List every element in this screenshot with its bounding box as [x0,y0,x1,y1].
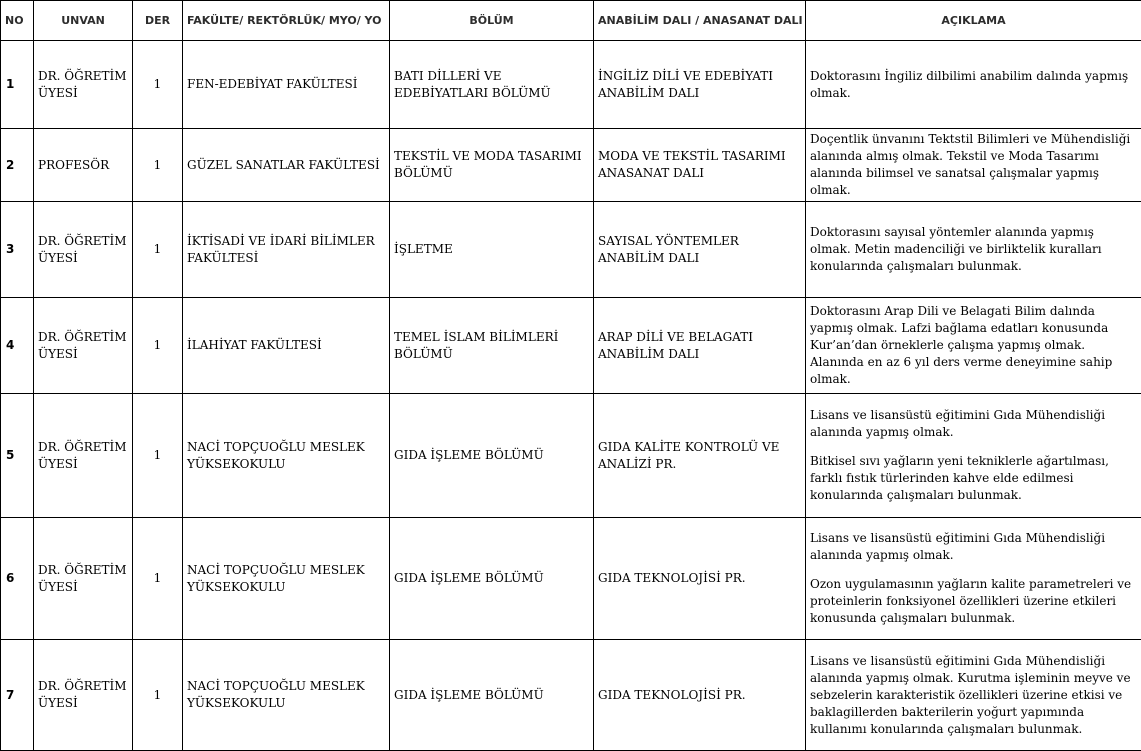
cell-no: 2 [1,129,34,202]
cell-no: 1 [1,41,34,129]
cell-anabilim: GIDA TEKNOLOJİSİ PR. [594,518,806,640]
cell-anabilim: SAYISAL YÖNTEMLER ANABİLİM DALI [594,202,806,298]
header-bolum: BÖLÜM [390,1,594,41]
header-row [1,1,1141,41]
cell-unvan: DR. ÖĞRETİM ÜYESİ [34,640,133,751]
aciklama-paragraph: Doktorasını İngiliz dilbilimi anabilim dalında yapmış olmak. [810,68,1137,102]
cell-bolum: GIDA İŞLEME BÖLÜMÜ [390,518,594,640]
cell-aciklama [806,41,1141,129]
cell-no: 5 [1,394,34,518]
header-unvan: UNVAN [34,1,133,41]
aciklama-paragraph: Doktorasını Arap Dili ve Belagati Bilim dalında yapmış olmak. Lafzi bağlama edatları konusunda Kur’an’dan örneklerle çalışma yapmış olmak. [810,303,1137,354]
aciklama-paragraph: Bitkisel sıvı yağların yeni tekniklerle ağartılması, farklı fıstık türlerinden kahve elde edilmesi konularında çalışmaları bulunmak. [810,453,1137,504]
cell-fakulte: İLAHİYAT FAKÜLTESİ [183,298,390,394]
cell-fakulte: NACİ TOPÇUOĞLU MESLEK YÜKSEKOKULU [183,518,390,640]
table-row [1,202,1141,298]
cell-anabilim: ARAP DİLİ VE BELAGATI ANABİLİM DALI [594,298,806,394]
cell-anabilim: GIDA KALİTE KONTROLÜ VE ANALİZİ PR. [594,394,806,518]
cell-unvan: DR. ÖĞRETİM ÜYESİ [34,298,133,394]
table-row [1,394,1141,518]
cell-unvan: DR. ÖĞRETİM ÜYESİ [34,41,133,129]
cell-aciklama [806,640,1141,751]
aciklama-paragraph: Lisans ve lisansüstü eğitimini Gıda Mühendisliği alanında yapmış olmak. Kurutma işleminin meyve ve sebzelerin karakteristik özellikleri üzerine etkisi ve baklagillerden bakterilerin yoğurt yapımında kullanımı konularında çalışmaları bulunmak. [810,653,1137,738]
cell-unvan: DR. ÖĞRETİM ÜYESİ [34,518,133,640]
cell-aciklama [806,394,1141,518]
cell-no: 4 [1,298,34,394]
cell-fakulte: NACİ TOPÇUOĞLU MESLEK YÜKSEKOKULU [183,394,390,518]
cell-der: 1 [133,394,183,518]
cell-anabilim: GIDA TEKNOLOJİSİ PR. [594,640,806,751]
header-no: NO [1,1,34,41]
cell-bolum: BATI DİLLERİ VE EDEBİYATLARI BÖLÜMÜ [390,41,594,129]
header-anabilim: ANABİLİM DALI / ANASANAT DALI [594,1,806,41]
header-der: DER [133,1,183,41]
aciklama-paragraph: Alanında en az 6 yıl ders verme deneyimine sahip olmak. [810,354,1137,388]
header-aciklama: AÇIKLAMA [806,1,1141,41]
cell-bolum: İŞLETME [390,202,594,298]
table-row [1,518,1141,640]
aciklama-paragraph: Doktorasını sayısal yöntemler alanında yapmış olmak. Metin madenciliği ve birliktelik kuralları konularında çalışmaları bulunmak. [810,224,1137,275]
cell-unvan: DR. ÖĞRETİM ÜYESİ [34,202,133,298]
cell-no: 7 [1,640,34,751]
cell-aciklama [806,298,1141,394]
cell-bolum: TEMEL İSLAM BİLİMLERİ BÖLÜMÜ [390,298,594,394]
cell-no: 3 [1,202,34,298]
cell-fakulte: GÜZEL SANATLAR FAKÜLTESİ [183,129,390,202]
table-row [1,41,1141,129]
aciklama-paragraph: Lisans ve lisansüstü eğitimini Gıda Mühendisliği alanında yapmış olmak. [810,530,1137,564]
cell-no: 6 [1,518,34,640]
cell-der: 1 [133,518,183,640]
cell-der: 1 [133,129,183,202]
cell-aciklama [806,129,1141,202]
cell-fakulte: NACİ TOPÇUOĞLU MESLEK YÜKSEKOKULU [183,640,390,751]
cell-unvan: PROFESÖR [34,129,133,202]
table-row [1,129,1141,202]
cell-anabilim: MODA VE TEKSTİL TASARIMI ANASANAT DALI [594,129,806,202]
cell-bolum: GIDA İŞLEME BÖLÜMÜ [390,394,594,518]
cell-bolum: GIDA İŞLEME BÖLÜMÜ [390,640,594,751]
cell-der: 1 [133,202,183,298]
cell-aciklama [806,202,1141,298]
cell-fakulte: İKTİSADİ VE İDARİ BİLİMLER FAKÜLTESİ [183,202,390,298]
aciklama-paragraph: Doçentlik ünvanını Tektstil Bilimleri ve Mühendisliği alanında almış olmak. Tekstil ve Moda Tasarımı alanında bilimsel ve sanatsal çalışmalar yapmış olmak. [810,131,1137,199]
table-row [1,640,1141,751]
aciklama-paragraph: Ozon uygulamasının yağların kalite parametreleri ve proteinlerin fonksiyonel özellikleri üzerine etkileri konusunda çalışmaları bulunmak. [810,576,1137,627]
cell-fakulte: FEN-EDEBİYAT FAKÜLTESİ [183,41,390,129]
header-fakulte: FAKÜLTE/ REKTÖRLÜK/ MYO/ YO [183,1,390,41]
cell-unvan: DR. ÖĞRETİM ÜYESİ [34,394,133,518]
cell-aciklama [806,518,1141,640]
cell-anabilim: İNGİLİZ DİLİ VE EDEBİYATI ANABİLİM DALI [594,41,806,129]
cell-bolum: TEKSTİL VE MODA TASARIMI BÖLÜMÜ [390,129,594,202]
cell-der: 1 [133,41,183,129]
cell-der: 1 [133,640,183,751]
table-row [1,298,1141,394]
aciklama-paragraph: Lisans ve lisansüstü eğitimini Gıda Mühendisliği alanında yapmış olmak. [810,407,1137,441]
cell-der: 1 [133,298,183,394]
